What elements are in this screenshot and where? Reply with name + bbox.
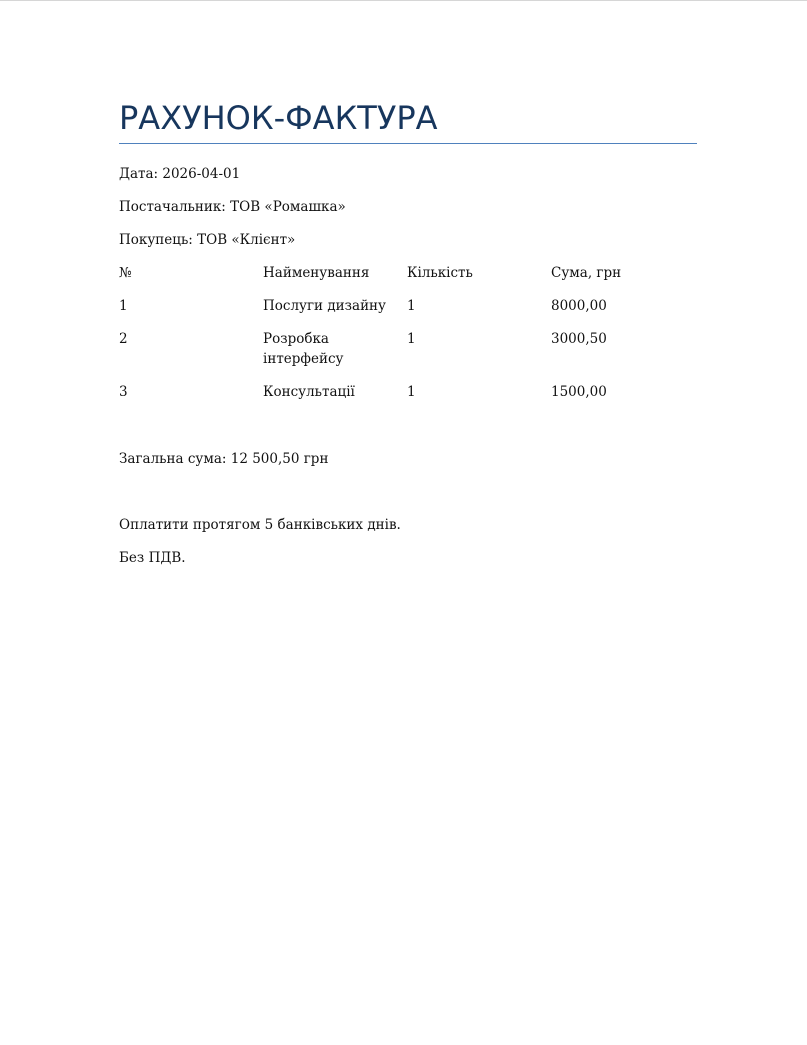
cell-quantity: 1	[407, 331, 416, 347]
cell-name: Послуги дизайну	[263, 298, 387, 314]
cell-amount: 8000,00	[551, 298, 607, 314]
cell-amount: 3000,50	[551, 331, 607, 347]
invoice-date: Дата: 2026-04-01	[119, 166, 241, 182]
invoice-title: РАХУНОК-ФАКТУРА	[119, 99, 438, 137]
payment-note: Оплатити протягом 5 банківських днів.	[119, 517, 401, 533]
table-row	[119, 296, 697, 329]
cell-amount: 1500,00	[551, 384, 607, 400]
header-quantity: Кількість	[407, 265, 473, 281]
cell-number: 1	[119, 298, 128, 314]
header-name: Найменування	[263, 265, 370, 281]
cell-quantity: 1	[407, 298, 416, 314]
table-header-row	[119, 263, 697, 296]
cell-number: 2	[119, 331, 128, 347]
page-top-border	[0, 0, 807, 1]
cell-name: Консультації	[263, 384, 355, 400]
cell-name: Розробка інтерфейсу	[263, 331, 344, 367]
table-row	[119, 329, 697, 382]
total-amount: Загальна сума: 12 500,50 грн	[119, 451, 329, 467]
buyer-line: Покупець: ТОВ «Клієнт»	[119, 232, 296, 248]
title-underline	[119, 143, 697, 144]
cell-number: 3	[119, 384, 128, 400]
supplier-line: Постачальник: ТОВ «Ромашка»	[119, 199, 346, 215]
header-amount: Сума, грн	[551, 265, 622, 281]
header-number: №	[119, 265, 132, 281]
vat-note: Без ПДВ.	[119, 550, 186, 566]
cell-quantity: 1	[407, 384, 416, 400]
table-row	[119, 382, 697, 415]
items-table	[119, 263, 697, 415]
